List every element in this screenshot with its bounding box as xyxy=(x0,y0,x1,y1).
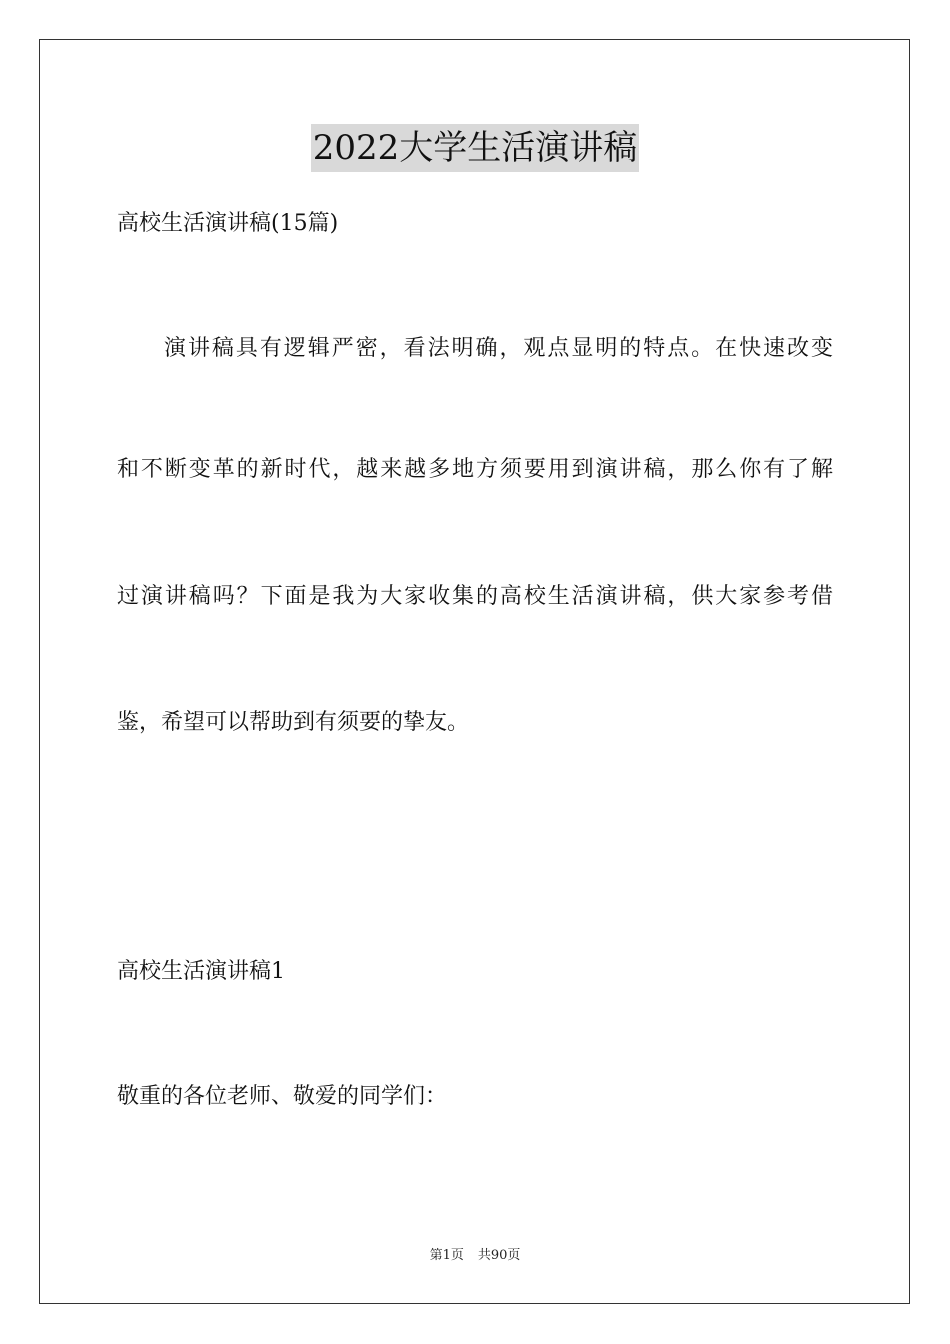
intro-paragraph-line: 和不断变革的新时代，越来越多地方须要用到演讲稿，那么你有了解 xyxy=(117,457,833,482)
intro-paragraph-line: 鉴，希望可以帮助到有须要的挚友。 xyxy=(117,710,470,735)
salutation: 敬重的各位老师、敬爱的同学们： xyxy=(117,1084,448,1109)
intro-paragraph-line: 过演讲稿吗？下面是我为大家收集的高校生活演讲稿，供大家参考借 xyxy=(117,584,833,609)
page-number: 第1页 xyxy=(429,1248,464,1263)
page-footer xyxy=(0,1246,950,1266)
page-total: 共90页 xyxy=(477,1248,521,1263)
document-title: 2022大学生活演讲稿 xyxy=(311,124,640,172)
document-subtitle: 高校生活演讲稿(15篇) xyxy=(117,211,339,236)
title-container xyxy=(0,124,950,172)
intro-paragraph-line: 演讲稿具有逻辑严密，看法明确，观点显明的特点。在快速改变 xyxy=(164,336,833,361)
section-heading: 高校生活演讲稿1 xyxy=(117,959,285,984)
